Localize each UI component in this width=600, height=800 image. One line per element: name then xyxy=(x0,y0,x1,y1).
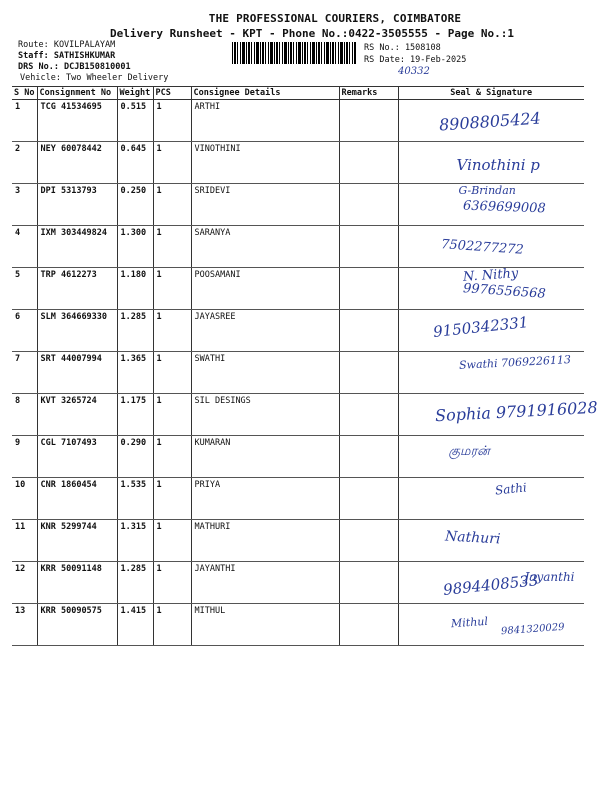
pcs-cell: 1 xyxy=(153,226,191,268)
sno-cell: 2 xyxy=(12,142,37,184)
sno-cell: 5 xyxy=(12,268,37,310)
consignment-number: SRT 44007994 xyxy=(37,352,117,394)
handwritten-signature: Swathi 7069226113 xyxy=(458,353,571,372)
vehicle-info: Vehicle: Two Wheeler Delivery xyxy=(20,73,169,83)
table-row xyxy=(12,142,584,184)
weight-cell: 1.180 xyxy=(117,268,153,310)
weight-cell: 1.300 xyxy=(117,226,153,268)
consignment-number: CGL 7107493 xyxy=(37,436,117,478)
remarks-cell xyxy=(339,100,398,142)
consignee-name: JAYASREE xyxy=(191,310,339,352)
sno-cell: 8 xyxy=(12,394,37,436)
remarks-cell xyxy=(339,562,398,604)
remarks-cell xyxy=(339,226,398,268)
table-header-row xyxy=(12,87,584,100)
consignment-number: DPI 5313793 xyxy=(37,184,117,226)
signature-cell xyxy=(398,394,598,436)
sno-cell: 10 xyxy=(12,478,37,520)
col-sno: S No xyxy=(12,87,37,100)
handwritten-signature: Vinothini p xyxy=(456,156,540,174)
remarks-cell xyxy=(339,436,398,478)
consignment-number: KNR 5299744 xyxy=(37,520,117,562)
handwritten-signature: 8908805424 xyxy=(437,108,541,135)
pcs-cell: 1 xyxy=(153,310,191,352)
weight-cell: 1.175 xyxy=(117,394,153,436)
sheet-subtitle: Delivery Runsheet - KPT - Phone No.:0422-3505555 - Page No.:1 xyxy=(110,27,514,40)
consignment-number: KRR 50090575 xyxy=(37,604,117,646)
pcs-cell: 1 xyxy=(153,100,191,142)
table-row xyxy=(12,184,584,226)
handwritten-signature: 9841320029 xyxy=(500,621,565,638)
consignee-name: SWATHI xyxy=(191,352,339,394)
sno-cell: 13 xyxy=(12,604,37,646)
consignee-name: SIL DESINGS xyxy=(191,394,339,436)
barcode xyxy=(232,42,356,64)
pcs-cell: 1 xyxy=(153,268,191,310)
sno-cell: 7 xyxy=(12,352,37,394)
col-details: Consignee Details xyxy=(191,87,339,100)
handwritten-signature: 6369699008 xyxy=(462,198,546,217)
pcs-cell: 1 xyxy=(153,478,191,520)
weight-cell: 1.415 xyxy=(117,604,153,646)
weight-cell: 1.315 xyxy=(117,520,153,562)
remarks-cell xyxy=(339,142,398,184)
handwritten-signature: Jayanthi xyxy=(524,570,575,584)
table-row xyxy=(12,226,584,268)
signature-cell xyxy=(398,436,584,478)
table-row xyxy=(12,268,584,310)
handwritten-signature: 9150342331 xyxy=(431,313,529,341)
pcs-cell: 1 xyxy=(153,352,191,394)
signature-cell xyxy=(398,310,584,352)
table-row xyxy=(12,100,584,142)
handwritten-note: 40332 xyxy=(398,66,430,77)
rs-date: RS Date: 19-Feb-2025 xyxy=(364,55,467,65)
staff-info: Staff: SATHISHKUMAR xyxy=(18,51,116,61)
handwritten-signature: 9894408533 xyxy=(441,571,539,599)
col-pcs: PCS xyxy=(153,87,191,100)
signature-cell xyxy=(398,184,584,226)
consignment-number: SLM 364669330 xyxy=(37,310,117,352)
signature-cell xyxy=(398,562,584,604)
consignee-name: VINOTHINI xyxy=(191,142,339,184)
consignee-name: SRIDEVI xyxy=(191,184,339,226)
pcs-cell: 1 xyxy=(153,562,191,604)
remarks-cell xyxy=(339,520,398,562)
remarks-cell xyxy=(339,268,398,310)
sno-cell: 9 xyxy=(12,436,37,478)
signature-cell xyxy=(398,352,584,394)
sheet-title: THE PROFESSIONAL COURIERS, COIMBATORE xyxy=(208,12,462,25)
consignee-name: SARANYA xyxy=(191,226,339,268)
consignment-number: KVT 3265724 xyxy=(37,394,117,436)
table-row xyxy=(12,604,584,646)
table-row xyxy=(12,478,584,520)
signature-cell xyxy=(398,604,584,646)
remarks-cell xyxy=(339,394,398,436)
consignee-name: POOSAMANI xyxy=(191,268,339,310)
handwritten-signature: 9976556568 xyxy=(462,281,546,302)
remarks-cell xyxy=(339,352,398,394)
pcs-cell: 1 xyxy=(153,184,191,226)
pcs-cell: 1 xyxy=(153,142,191,184)
weight-cell: 1.535 xyxy=(117,478,153,520)
sno-cell: 4 xyxy=(12,226,37,268)
weight-cell: 1.285 xyxy=(117,310,153,352)
remarks-cell xyxy=(339,604,398,646)
weight-cell: 1.365 xyxy=(117,352,153,394)
handwritten-signature: G-Brindan xyxy=(458,184,516,197)
consignment-number: CNR 1860454 xyxy=(37,478,117,520)
table-row xyxy=(12,310,584,352)
consignee-name: PRIYA xyxy=(191,478,339,520)
consignee-name: JAYANTHI xyxy=(191,562,339,604)
handwritten-signature: N. Nithy xyxy=(462,266,519,285)
col-seal: Seal & Signature xyxy=(398,87,584,100)
sno-cell: 12 xyxy=(12,562,37,604)
sno-cell: 1 xyxy=(12,100,37,142)
remarks-cell xyxy=(339,478,398,520)
weight-cell: 0.515 xyxy=(117,100,153,142)
remarks-cell xyxy=(339,310,398,352)
pcs-cell: 1 xyxy=(153,394,191,436)
signature-cell xyxy=(398,478,584,520)
pcs-cell: 1 xyxy=(153,436,191,478)
col-remarks: Remarks xyxy=(339,87,398,100)
drs-info: DRS No.: DCJB150810001 xyxy=(18,62,131,72)
table-row xyxy=(12,562,584,604)
consignment-number: IXM 303449824 xyxy=(37,226,117,268)
route-info: Route: KOVILPALAYAM xyxy=(18,40,116,50)
rs-number: RS No.: 1508108 xyxy=(364,43,441,53)
handwritten-signature: Sathi xyxy=(493,480,527,498)
pcs-cell: 1 xyxy=(153,520,191,562)
col-weight: Weight xyxy=(117,87,153,100)
weight-cell: 0.290 xyxy=(117,436,153,478)
handwritten-signature: Mithul xyxy=(450,614,488,631)
signature-cell xyxy=(398,226,584,268)
consignee-name: MITHUL xyxy=(191,604,339,646)
signature-cell xyxy=(398,520,584,562)
weight-cell: 0.250 xyxy=(117,184,153,226)
signature-cell xyxy=(398,268,584,310)
col-consignment: Consignment No xyxy=(37,87,117,100)
consignment-number: NEY 60078442 xyxy=(37,142,117,184)
table-row xyxy=(12,436,584,478)
sno-cell: 11 xyxy=(12,520,37,562)
weight-cell: 1.285 xyxy=(117,562,153,604)
runsheet-table xyxy=(12,86,598,646)
consignment-number: KRR 50091148 xyxy=(37,562,117,604)
consignment-number: TRP 4612273 xyxy=(37,268,117,310)
pcs-cell: 1 xyxy=(153,604,191,646)
table-row xyxy=(12,352,584,394)
consignee-name: KUMARAN xyxy=(191,436,339,478)
table-row xyxy=(12,394,584,436)
consignee-name: ARTHI xyxy=(191,100,339,142)
remarks-cell xyxy=(339,184,398,226)
handwritten-signature: 7502277272 xyxy=(440,237,524,258)
consignment-number: TCG 41534695 xyxy=(37,100,117,142)
handwritten-signature: Sophia 9791916028 xyxy=(434,397,598,426)
weight-cell: 0.645 xyxy=(117,142,153,184)
sno-cell: 6 xyxy=(12,310,37,352)
signature-cell xyxy=(398,100,584,142)
signature-cell xyxy=(398,142,584,184)
consignee-name: MATHURI xyxy=(191,520,339,562)
handwritten-signature: குமரன் xyxy=(448,444,490,459)
handwritten-signature: Nathuri xyxy=(444,528,501,548)
sno-cell: 3 xyxy=(12,184,37,226)
table-row xyxy=(12,520,584,562)
